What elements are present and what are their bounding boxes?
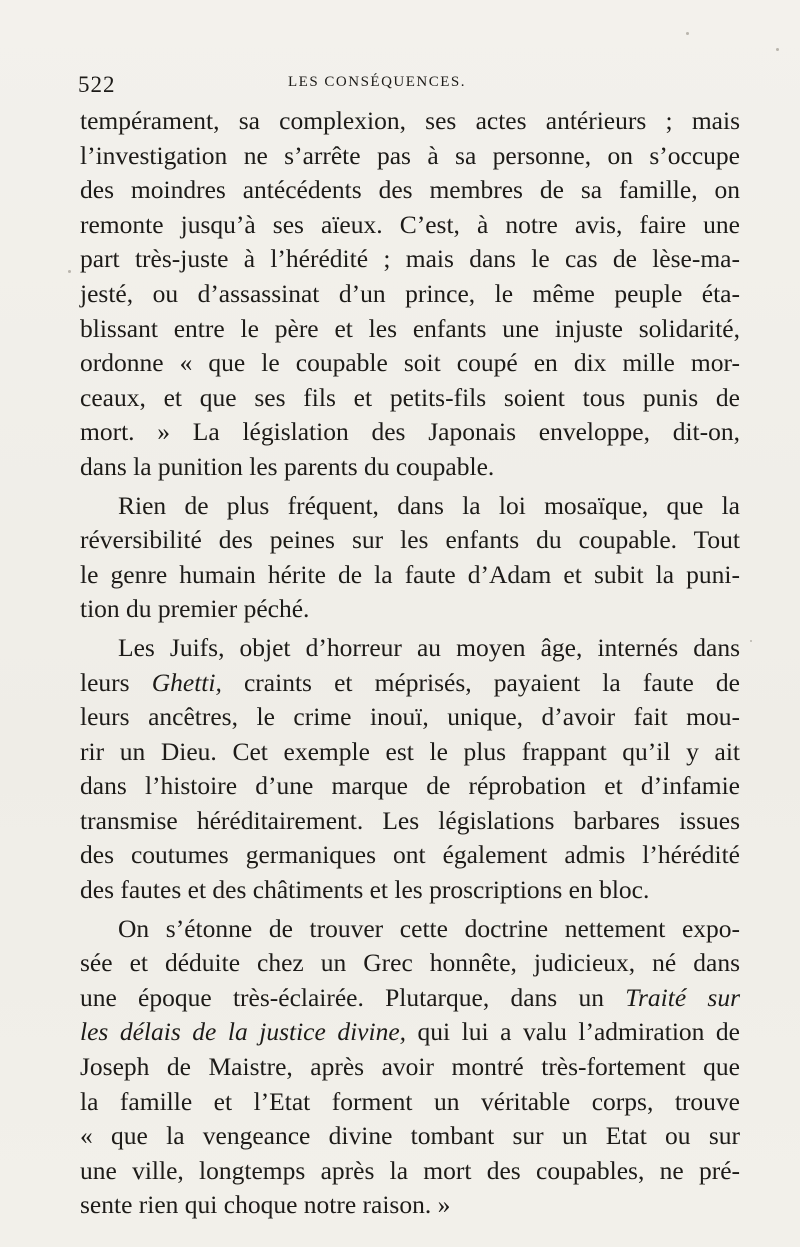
text-line: ordonne « que le coupable soit coupé en dix mille mor- <box>80 348 740 378</box>
text-fragment: craints et méprisés, payaient la faute de <box>243 667 741 697</box>
text-line: dans la punition les parents du coupable. <box>80 451 495 481</box>
paper-speck <box>686 32 689 35</box>
text-line: mort. » La législation des Japonais enveloppe, dit-on, <box>80 417 740 447</box>
text-line: jesté, ou d’assassinat d’un prince, le même peuple éta- <box>80 278 740 308</box>
italic-title: Traité sur <box>625 982 740 1012</box>
text-line: réversibilité des peines sur les enfants du coupable. Tout <box>80 525 740 555</box>
text-line: blissant entre le père et les enfants une injuste solidarité, <box>80 313 740 343</box>
paragraph-1 <box>80 104 740 485</box>
paragraph-4 <box>80 912 740 1223</box>
page-number: 522 <box>78 72 116 97</box>
text-line <box>80 1015 740 1050</box>
text-line: Rien de plus fréquent, dans la loi mosaïque, que la <box>118 490 740 520</box>
text-line: l’investigation ne s’arrête pas à sa personne, on s’occupe <box>80 140 740 170</box>
text-line: remonte jusqu’à ses aïeux. C’est, à notre avis, faire une <box>80 209 740 239</box>
text-line: On s’étonne de trouver cette doctrine nettement expo- <box>118 913 740 943</box>
paper-speck <box>68 270 71 273</box>
text-line: tempérament, sa complexion, ses actes antérieurs ; mais <box>80 106 740 135</box>
text-line: dans l’histoire d’une marque de réprobation et d’infamie <box>80 771 740 801</box>
text-line <box>80 666 740 701</box>
paragraph-2 <box>80 489 740 627</box>
text-line: Joseph de Maistre, après avoir montré très-fortement que <box>80 1052 740 1082</box>
text-line: sée et déduite chez un Grec honnête, judicieux, né dans <box>80 948 740 978</box>
text-line: des fautes et des châtiments et les proscriptions en bloc. <box>80 875 650 905</box>
text-line: transmise héréditairement. Les législations barbares issues <box>80 805 740 835</box>
text-line: des coutumes germaniques ont également admis l’hérédité <box>80 840 740 870</box>
text-fragment: une époque très-éclairée. Plutarque, dans un <box>80 982 604 1012</box>
text-line: ceaux, et que ses fils et petits-fils soient tous punis de <box>80 382 740 412</box>
text-line: leurs ancêtres, le crime inouï, unique, d’avoir fait mou- <box>80 702 740 732</box>
paper-speck <box>776 48 779 51</box>
text-line: rir un Dieu. Cet exemple est le plus frappant qu’il y ait <box>80 736 740 766</box>
text-line: part très-juste à l’hérédité ; mais dans le cas de lèse-ma- <box>80 244 740 274</box>
text-fragment: qui lui a valu l’admiration de <box>417 1017 741 1047</box>
text-line: sente rien qui choque notre raison. » <box>80 1190 451 1220</box>
text-line: tion du premier péché. <box>80 594 310 624</box>
text-line: « que la vengeance divine tombant sur un Etat ou sur <box>80 1121 740 1151</box>
body-text <box>80 104 740 1223</box>
italic-term: Ghetti, <box>151 667 222 697</box>
text-line: la famille et l’Etat forment un véritable corps, trouve <box>80 1086 740 1116</box>
text-line <box>80 981 740 1016</box>
text-line: des moindres antécédents des membres de sa famille, on <box>80 175 740 205</box>
paragraph-3 <box>80 631 740 908</box>
running-title: LES CONSÉQUENCES. <box>288 74 467 90</box>
paper-speck <box>750 640 752 642</box>
text-line: le genre humain hérite de la faute d’Adam et subit la puni- <box>80 559 740 589</box>
text-line: une ville, longtemps après la mort des coupables, ne pré- <box>80 1155 740 1185</box>
italic-title: les délais de la justice divine, <box>80 1017 407 1047</box>
page-header <box>78 70 738 100</box>
text-fragment: leurs <box>80 667 130 697</box>
text-line: Les Juifs, objet d’horreur au moyen âge, internés dans <box>118 632 740 662</box>
